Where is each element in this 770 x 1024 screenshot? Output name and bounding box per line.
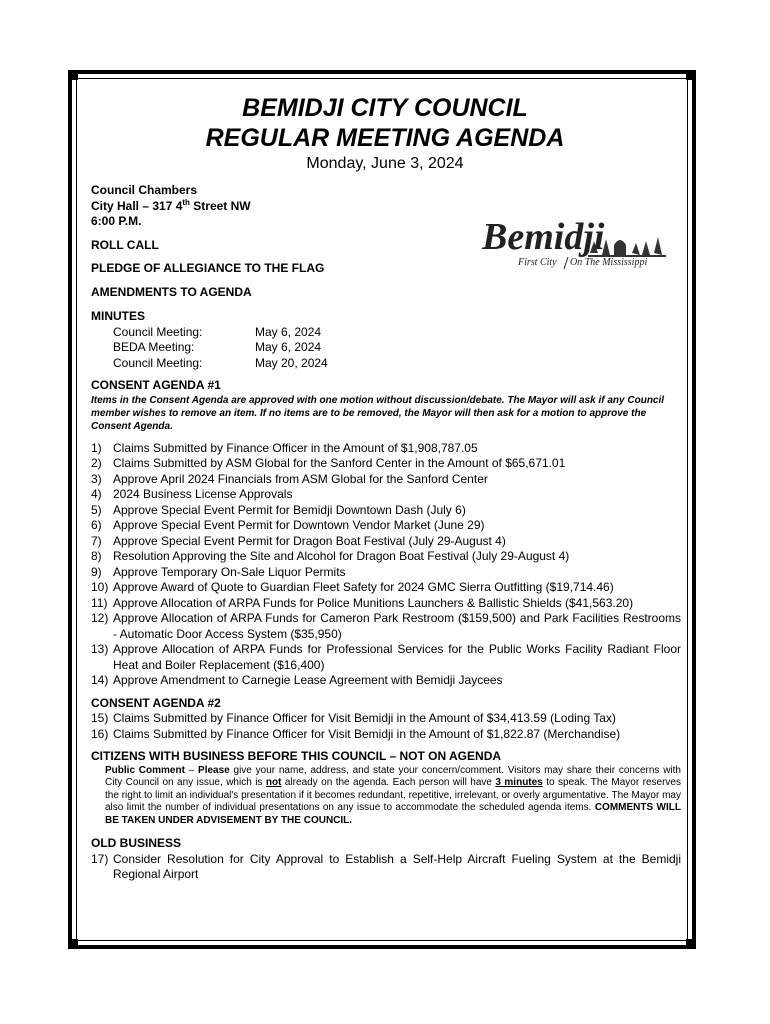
location-address: City Hall – 317 4th Street NW <box>91 197 251 213</box>
amendments-heading: AMENDMENTS TO AGENDA <box>91 284 252 299</box>
corner-ornament <box>68 70 78 80</box>
logo-tagline-left: First City <box>518 257 557 268</box>
consent-agenda-2-list <box>91 711 681 742</box>
list-item: 6) Approve Special Event Permit for Downtown Vendor Market (June 29) <box>91 518 485 532</box>
roll-call-heading: ROLL CALL <box>91 237 159 252</box>
council-title: BEMIDJI CITY COUNCIL <box>242 94 528 122</box>
minutes-row: Council Meeting: May 6, 2024 <box>113 324 322 339</box>
consent-agenda-1-heading: CONSENT AGENDA #1 <box>91 378 221 392</box>
meeting-time: 6:00 P.M. <box>91 214 142 228</box>
list-item: 8) Resolution Approving the Site and Alcohol for Dragon Boat Festival (July 29-August 4) <box>91 549 570 563</box>
consent-agenda-1-list <box>91 441 681 689</box>
old-business-list <box>91 852 681 883</box>
list-item: 14) Approve Amendment to Carnegie Lease Agreement with Bemidji Jaycees <box>91 673 503 687</box>
corner-ornament <box>68 939 78 949</box>
pledge-heading: PLEDGE OF ALLEGIANCE TO THE FLAG <box>91 261 325 275</box>
list-item: 12) Approve Allocation of ARPA Funds for Cameron Park Restroom ($159,500) and Park Facilities Restrooms - Automatic Door Access System ($35,950) <box>91 611 681 641</box>
corner-ornament <box>686 939 696 949</box>
location-place: Council Chambers <box>91 183 198 197</box>
list-item: 9) Approve Temporary On-Sale Liquor Permits <box>91 564 346 579</box>
list-item: 7) Approve Special Event Permit for Dragon Boat Festival (July 29-August 4) <box>91 533 506 548</box>
consent-agenda-2-heading: CONSENT AGENDA #2 <box>91 695 221 710</box>
list-item: 16) Claims Submitted by Finance Officer for Visit Bemidji in the Amount of $1,822.87 (Merchandise) <box>91 726 621 741</box>
list-item: 15) Claims Submitted by Finance Officer for Visit Bemidji in the Amount of $34,413.59 (Loding Tax) <box>91 711 616 725</box>
logo-tagline-right: On The Mississippi <box>570 257 648 268</box>
agenda-title: REGULAR MEETING AGENDA <box>205 124 565 152</box>
list-item: 3) Approve April 2024 Financials from ASM Global for the Sanford Center <box>91 471 488 486</box>
list-item: 17) Consider Resolution for City Approval to Establish a Self-Help Aircraft Fueling System at the Bemidji Regional Airport <box>91 851 681 881</box>
list-item: 10) Approve Award of Quote to Guardian Fleet Safety for 2024 GMC Sierra Outfitting ($19,714.46) <box>91 580 614 594</box>
list-item: 13) Approve Allocation of ARPA Funds for Professional Services for the Public Works Facility Radiant Floor Heat and Boiler Replacement ($16,400) <box>91 642 681 672</box>
minutes-row: BEDA Meeting: May 6, 2024 <box>113 340 322 354</box>
list-item: 2) Claims Submitted by ASM Global for the Sanford Center in the Amount of $65,671.01 <box>91 456 566 470</box>
minutes-row: Council Meeting: May 20, 2024 <box>113 355 328 370</box>
meeting-date: Monday, June 3, 2024 <box>306 155 464 172</box>
list-item: 5) Approve Special Event Permit for Bemidji Downtown Dash (July 6) <box>91 502 466 517</box>
consent-agenda-note: Items in the Consent Agenda are approved with one motion without discussion/debate. The Mayor will ask if any Council member wishes to remove an item. If no items are to be removed, the Mayor will then ask for a motion to approve the Consent Agenda. <box>91 394 665 432</box>
agenda-body <box>91 183 681 883</box>
logo-wordmark: Bemidji <box>482 216 605 258</box>
list-item: 1) Claims Submitted by Finance Officer in the Amount of $1,908,787.05 <box>91 440 478 455</box>
list-item: 11) Approve Allocation of ARPA Funds for Police Munitions Launchers & Ballistic Shields ($41,563.20) <box>91 595 634 610</box>
corner-ornament <box>686 70 696 80</box>
public-comment-text: Public Comment – Please give your name, address, and state your concern/comment. Visitors may share their concerns with City Council on any issue, which is not already on the agenda. Each person will have 3 minutes to speak. The Mayor reserves the right to limit an individual's presentation if it becomes redundant, repetitive, irrelevant, or overly argumentative. The Mayor may also limit the number of individual presentations on any issue to accommodate the scheduled agenda items. COMMENTS WILL BE TAKEN UNDER ADVISEMENT BY THE COUNCIL. <box>105 764 681 826</box>
citizens-heading: CITIZENS WITH BUSINESS BEFORE THIS COUNCIL – NOT ON AGENDA <box>91 749 502 763</box>
old-business-heading: OLD BUSINESS <box>91 836 182 850</box>
minutes-heading: MINUTES <box>91 309 145 323</box>
list-item: 4) 2024 Business License Approvals <box>91 487 293 501</box>
